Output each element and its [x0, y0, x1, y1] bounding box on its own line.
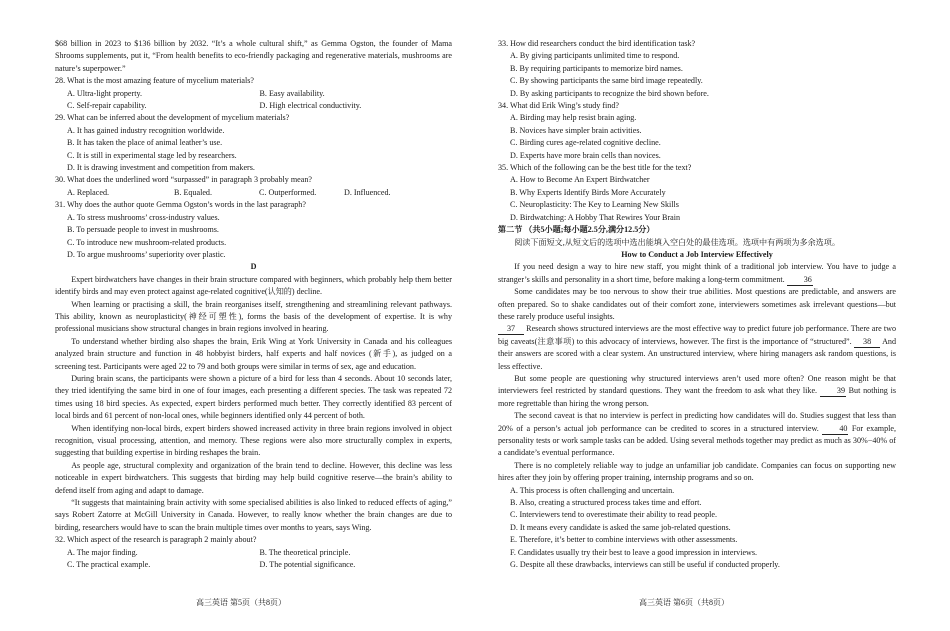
cloze-choices [498, 485, 896, 572]
option-b: B. To persuade people to invest in mushrooms. [67, 225, 219, 235]
section-2-instruction: 阅读下面短文,从短文后的选项中选出能填入空白处的最佳选项。选项中有两项为多余选项。 [514, 237, 840, 247]
question-stem: 28. What is the most amazing feature of mycelium materials? [55, 76, 254, 86]
question-stem: 31. Why does the author quote Gemma Ogston’s words in the last paragraph? [55, 200, 306, 210]
option-c: C. Self-repair capability. [67, 101, 147, 111]
option-c: C. Birding cures age-related cognitive decline. [510, 138, 661, 148]
option-c: C. The practical example. [67, 560, 151, 570]
choice-a: A. This process is often challenging and uncertain. [510, 485, 675, 495]
option-d: D. It is drawing investment and competition from makers. [67, 163, 255, 173]
option-c: C. By showing participants the same bird image repeatedly. [510, 76, 703, 86]
option-c: C. To introduce new mushroom-related products. [67, 237, 227, 247]
option-c: C. Outperformed. [259, 187, 317, 197]
cloze-paragraph-6: There is no completely reliable way to judge an unfamiliar job candidate. Companies can focus on supporting new hires after they join by offering proper training, internship programs and so on. [498, 460, 896, 483]
question-34 [498, 100, 896, 162]
choice-e: E. Therefore, it’s better to combine interviews with other assessments. [510, 535, 738, 545]
cloze-paragraph-2: Some candidates may be too nervous to show their true abilities. Most questions are predictable, and answers are often prepared. So to shake candidates out of their comfort zone, interviewers sometimes ask irrelevant questions—but these rarely produce useful insights. [498, 287, 896, 321]
option-a: A. Ultra-light property. [67, 88, 142, 98]
question-29 [55, 112, 452, 174]
choice-d: D. It means every candidate is asked the same job-related questions. [510, 522, 731, 532]
passage-d-paragraph-1: Expert birdwatchers have changes in their brain structure compared with beginners, which probably help them better identify birds and may even protect against age-related cognitive(认知的) decline. [55, 274, 452, 297]
option-d: D. By asking participants to recognize the bird shown before. [510, 88, 709, 98]
page-footer-left: 高三英语 第5页（共8页） [196, 598, 286, 607]
option-b: B. Equaled. [174, 187, 212, 197]
question-stem: 30. What does the underlined word “surpassed” in paragraph 3 probably mean? [55, 175, 312, 185]
passage-d-paragraph-6: As people age, structural complexity and organization of the brain tend to decline. However, this decline was less noticeable in expert birdwatchers. This suggests that birding may help build cognitive reserve—the brain’s ability to defend itself from aging and adapt to damage. [55, 460, 452, 495]
option-d: D. Influenced. [344, 187, 391, 197]
option-a: A. By giving participants unlimited time to respond. [510, 51, 680, 61]
blank-40: 40 [822, 424, 848, 435]
option-a: A. To stress mushrooms’ cross-industry values. [67, 212, 220, 222]
blank-39: 39 [820, 386, 846, 397]
question-35 [498, 162, 896, 224]
passage-d-paragraph-2: When learning or practising a skill, the brain reorganises itself, strengthening and streamlining relevant pathways. This ability, known as neuroplasticity(神经可塑性), forms the basis of the development of expertise. It is why professional musicians show structural changes in brain regions involved in hearing. [55, 299, 452, 334]
option-b: B. Easy availability. [259, 88, 325, 98]
option-c: C. Neuroplasticity: The Key to Learning New Skills [510, 200, 679, 210]
passage-d-paragraph-4: During brain scans, the participants were shown a picture of a bird for less than 4 seconds. About 10 seconds later, they tried identifying the same bird in one of four images, each presenting a different species. The task was repeated 72 times using 18 bird species. As expected, expert birders performed much better. They correctly identified 83 percent of local birds and 61 percent of non-local ones, while beginners identified only 44 percent of both. [55, 373, 452, 421]
question-30 [55, 174, 452, 199]
option-b: B. Why Experts Identify Birds More Accurately [510, 187, 666, 197]
choice-f: F. Candidates usually try their best to leave a good impression in interviews. [510, 547, 758, 557]
question-stem: 29. What can be inferred about the development of mycelium materials? [55, 113, 290, 123]
passage-d-paragraph-3: To understand whether birding also shapes the brain, Erik Wing at York University in Canada and his colleagues analyzed brain structure and function in 48 hobbyist birders, half experts and half novices (新手), as judged on a screening test. Participants were aged 22 to 79 and both groups were similar in terms of sex, age and education. [55, 336, 452, 371]
left-column [55, 38, 452, 571]
option-a: A. Birding may help resist brain aging. [510, 113, 637, 123]
cloze-paragraph-1: If you need design a way to hire new staff, you might think of a traditional job interview. You have to judge a stranger’s skills and personality in a short time, before making a long-term commitment. 36 [498, 262, 896, 284]
option-b: B. The theoretical principle. [259, 547, 351, 557]
question-32 [55, 534, 452, 571]
passage-d-heading: D [250, 262, 257, 272]
passage-d-paragraph-7: “It suggests that maintaining brain activity with some specialised abilities is also linked to reduced effects of aging,” says Robert Zatorre at McGill University in Canada. However, to really know whether the brain changes are due to birding, researchers would have to scan the brain multiple times over months to years, says Wing. [55, 498, 452, 532]
question-31 [55, 199, 452, 261]
option-a: A. How to Become An Expert Birdwatcher [510, 175, 650, 185]
option-d: D. To argue mushrooms’ superiority over plastic. [67, 249, 226, 259]
question-stem: 34. What did Erik Wing’s study find? [498, 101, 619, 111]
option-d: D. Birdwatching: A Hobby That Rewires Your Brain [510, 212, 681, 222]
option-b: B. It has taken the place of animal leather’s use. [67, 138, 223, 148]
cloze-paragraph-4: But some people are questioning why structured interviews aren’t used more often? One reason might be that interviewers feel restricted by standard questions. They want the freedom to ask what they like. 39 But nothing is more regrettable than hiring the wrong person. [498, 373, 897, 408]
option-d: D. High electrical conductivity. [259, 101, 362, 111]
section-2-heading: 第二节 （共5小题;每小题2.5分,满分12.5分） [498, 225, 655, 235]
passage-title: How to Conduct a Job Interview Effectively [621, 249, 773, 259]
choice-g: G. Despite all these drawbacks, interviews can still be useful if conducted properly. [510, 560, 780, 570]
blank-37: 37 [498, 324, 524, 335]
choice-c: C. Interviewers tend to overestimate their ability to read people. [510, 510, 717, 520]
cloze-paragraph-5: The second caveat is that no interview is perfect in predicting how candidates will do. Studies suggest that less than 20% of a person’s actual job performance can be credited to scores in a structured interview. 40 For example, personality tests or work sample tasks can be added. Using several methods together may predict as much as 30%−40% of a candidate’s eventual performance. [498, 411, 896, 458]
passage-c-ending: $68 billion in 2023 to $136 billion by 2032. “It’s a whole cultural shift,” as Gemma Ogston, the founder of Mama Shrooms supplements, put it, “From health benefits to eco-friendly packaging and regenerative materials, mushrooms are nature’s superpower.” [55, 39, 452, 73]
question-33 [498, 38, 896, 100]
question-28 [55, 75, 452, 112]
option-b: B. Novices have simpler brain activities. [510, 125, 642, 135]
question-stem: 35. Which of the following can be the best title for the text? [498, 163, 692, 173]
blank-36: 36 [787, 275, 813, 286]
blank-38: 38 [854, 337, 880, 348]
option-a: A. Replaced. [67, 187, 110, 197]
option-d: D. Experts have more brain cells than novices. [510, 150, 661, 160]
option-d: D. The potential significance. [259, 560, 356, 570]
passage-d-paragraph-5: When identifying non-local birds, expert birders showed increased activity in three brain regions involved in object recognition, visual processing, attention, and memory. These regions were also more structurally complex in experts, suggesting that building expertise in birding reshapes the brain. [55, 423, 452, 458]
question-stem: 32. Which aspect of the research is paragraph 2 mainly about? [55, 535, 257, 545]
right-column [498, 38, 896, 571]
option-b: B. By requiring participants to memorize bird names. [510, 63, 683, 73]
question-stem: 33. How did researchers conduct the bird identification task? [498, 39, 696, 48]
page-footer-right: 高三英语 第6页（共8页） [639, 598, 729, 607]
cloze-paragraph-3: 37 Research shows structured interviews are the most effective way to predict future job performance. There are two big caveats(注意事项) to this advocacy of interviews, however. The first is the importance of “structured”. 38 And their answers are scored with a clear system. An unstructured interview, where hiring managers ask random questions, is less effective. [498, 324, 897, 371]
option-a: A. The major finding. [67, 547, 138, 557]
option-c: C. It is still in experimental stage led by researchers. [67, 150, 237, 160]
option-a: A. It has gained industry recognition worldwide. [67, 125, 225, 135]
choice-b: B. Also, creating a structured process takes time and effort. [510, 498, 702, 508]
